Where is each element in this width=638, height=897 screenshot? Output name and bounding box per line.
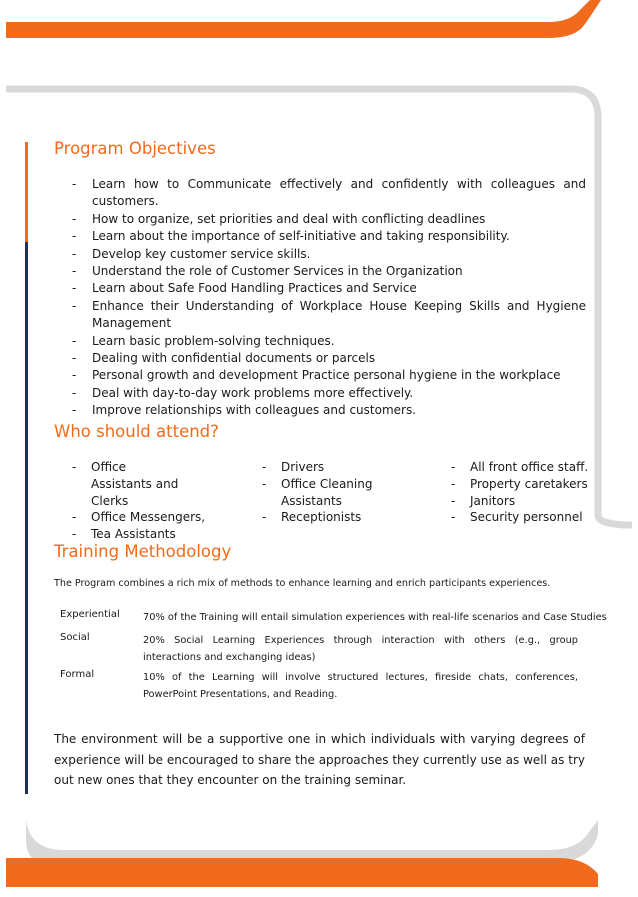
- attend-title: Who should attend?: [54, 422, 219, 441]
- method-label: Experiential: [60, 609, 120, 620]
- top-gray-frame: [6, 89, 598, 180]
- methodology-title: Training Methodology: [54, 542, 232, 561]
- list-item: - Deal with day-to-day work problems more effectively.: [70, 385, 586, 402]
- list-item: - Improve relationships with colleagues and customers.: [70, 402, 586, 419]
- objectives-title: Program Objectives: [54, 139, 216, 158]
- list-item: - Janitors: [449, 493, 609, 510]
- list-item: - Learn about the importance of self-initiative and taking responsibility.: [70, 228, 586, 245]
- list-item: - Dealing with confidential documents or parcels: [70, 350, 586, 367]
- objectives-list: [70, 176, 586, 420]
- list-item: - Property caretakers: [449, 476, 609, 493]
- list-item: - Tea Assistants: [70, 526, 220, 543]
- attend-column-1: [70, 459, 220, 543]
- list-item: - Security personnel: [449, 509, 609, 526]
- list-item: - Learn about Safe Food Handling Practices and Service: [70, 280, 586, 297]
- list-item: - Receptionists: [260, 509, 410, 526]
- bottom-orange-band: [6, 858, 598, 887]
- closing-paragraph: The environment will be a supportive one in which individuals with varying degrees of experience will be encouraged to share the approaches they currently use as well as try out new ones that they encounter on the training seminar.: [54, 732, 585, 787]
- attend-column-2: [260, 459, 410, 526]
- top-orange-band: [6, 0, 601, 38]
- attend-column-3: [449, 459, 609, 526]
- list-item: - Personal growth and development Practice personal hygiene in the workplace: [70, 367, 586, 384]
- list-item: - How to organize, set priorities and deal with conflicting deadlines: [70, 211, 586, 228]
- left-orange-accent: [25, 142, 28, 242]
- list-item: - Understand the role of Customer Services in the Organization: [70, 263, 586, 280]
- list-item: - Develop key customer service skills.: [70, 246, 586, 263]
- method-description: 70% of the Training will entail simulation experiences with real-life scenarios and Case Studies: [143, 612, 607, 623]
- method-description: 20% Social Learning Experiences through interaction with others (e.g., group interactions and exchanging ideas): [143, 635, 578, 663]
- method-description: 10% of the Learning will involve structured lectures, fireside chats, conferences, PowerPoint Presentations, and Reading.: [143, 672, 578, 700]
- method-label: Formal: [60, 669, 95, 680]
- list-item: - Learn how to Communicate effectively and confidently with colleagues and customers.: [70, 176, 586, 211]
- list-item: - Office Cleaning Assistants: [260, 476, 381, 510]
- method-label: Social: [60, 632, 90, 643]
- list-item: - Office Messengers,: [70, 509, 220, 526]
- left-navy-accent: [25, 242, 28, 794]
- bottom-gray-band: [26, 820, 598, 863]
- list-item: - Learn basic problem-solving techniques.: [70, 333, 586, 350]
- list-item: - Enhance their Understanding of Workplace House Keeping Skills and Hygiene Management: [70, 298, 586, 333]
- list-item: - Office Assistants and Clerks: [70, 459, 187, 509]
- methodology-intro: The Program combines a rich mix of methods to enhance learning and enrich participants experiences.: [54, 578, 551, 589]
- list-item: - Drivers: [260, 459, 410, 476]
- list-item: - All front office staff.: [449, 459, 609, 476]
